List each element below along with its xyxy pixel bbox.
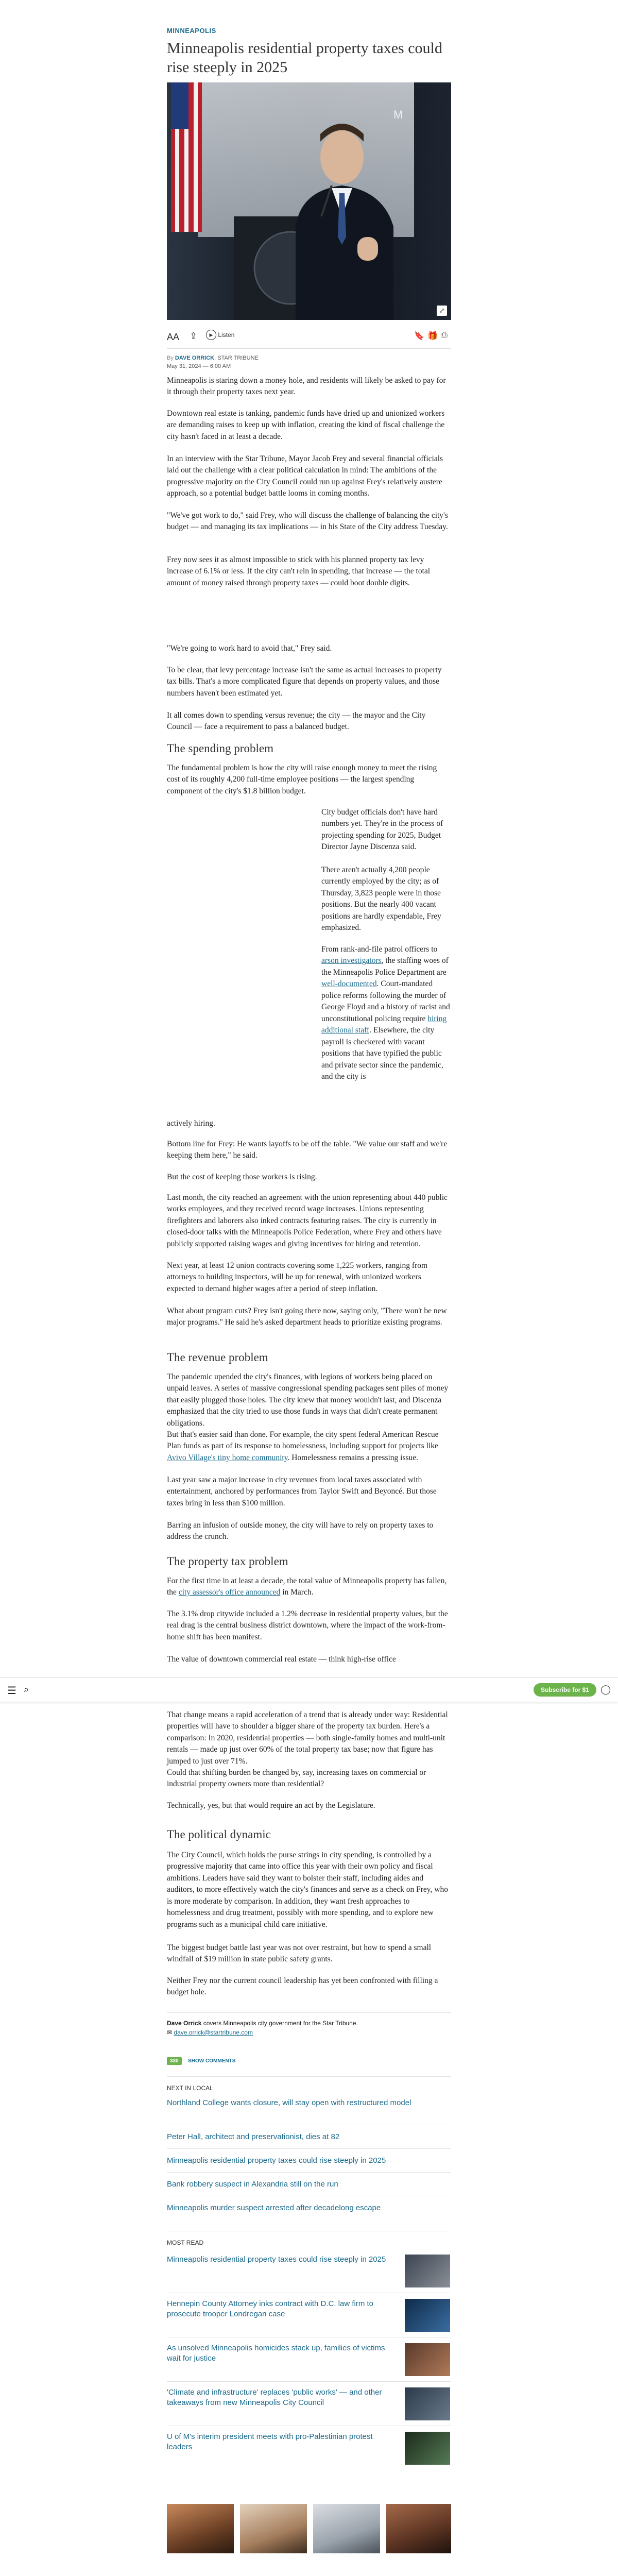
show-comments-label: SHOW COMMENTS [188,2058,236,2064]
section-heading-revenue: The revenue problem [167,1351,268,1364]
most-read-thumbnail[interactable] [405,2299,450,2332]
divider [167,2172,451,2173]
menu-icon[interactable]: ☰ [7,1685,16,1697]
print-icon[interactable]: ⎙ [441,331,448,340]
paragraph [167,1429,451,1464]
text: But that's easier said than done. For example, the city spent federal American Rescue Plan funds as part of its response to homelessness, including support for projects like [167,1430,439,1451]
next-story-link[interactable]: Minneapolis murder suspect arrested after decadelong escape [167,2204,381,2212]
paragraph: Technically, yes, but that would require an act by the Legislature. [167,1801,375,1810]
next-in-local-heading: NEXT IN LOCAL [167,2084,213,2092]
paragraph: The fundamental problem is how the city will raise enough money to meet the rising cost of its roughly 4,200 full-time employee positions — the largest spending component of the city's $1.8 billion budget. [167,764,437,795]
text: . Court-mandated police reforms following the murder of George Floyd and a history of racist and unconstitutional policing require [321,979,450,1023]
paragraph: The pandemic upended the city's finances, with legions of workers being placed on unpaid leaves. A series of massive congressional spending packages sent piles of money that easily plugged those holes. The city knew that money wouldn't last, and Discenza emphasized that the city tried to use those funds in ways that didn't create permanent obligations. [167,1372,449,1428]
paragraph: Bottom line for Frey: He wants layoffs to be off the table. "We value our staff and we're keeping them here," he said. [167,1140,448,1160]
text: . Homelessness remains a pressing issue. [287,1453,419,1462]
paragraph: But the cost of keeping those workers is rising. [167,1173,317,1181]
author-bio [167,2019,451,2037]
most-read-link[interactable]: As unsolved Minneapolis homicides stack up, families of victims wait for justice [167,2344,385,2363]
gift-icon[interactable]: 🎁 [427,332,438,341]
paragraph: Last month, the city reached an agreement with the union representing about 440 public works employees, and they received record wage increases. Unions representing firefighters and laborers also inked contracts featuring raises. The city is currently in closed-door talks with the Minneapolis Police Federation, where Frey and others have publicly supported raising wages and giving incentives for hiring and retention. [167,1193,448,1248]
paragraph: The 3.1% drop citywide included a 1.2% decrease in residential property values, but the real drag is the central business district downtown, where the impact of the work-from-home shift has been manifest. [167,1609,448,1641]
bio-author-name: Dave Orrick [167,2020,202,2027]
assessor-office-link[interactable]: city assessor's office announced [178,1588,281,1597]
divider [167,2148,451,2149]
paragraph: There aren't actually 4,200 people currently employed by the city; as of Thursday, 3,823 people were in those positions. But the nearly 400 vacant positions are hardly expendable, Frey emphasized. [321,866,441,933]
paragraph: Could that shifting burden be changed by, say, increasing taxes on commercial or industrial property owners more than residential? [167,1768,426,1789]
promo-image[interactable] [167,2504,234,2553]
promo-image[interactable] [240,2504,307,2553]
next-story-link[interactable]: Bank robbery suspect in Alexandria still on the run [167,2180,338,2189]
arson-investigators-link[interactable]: arson investigators [321,956,382,965]
most-read-thumbnail[interactable] [405,2432,450,2465]
section-heading-spending: The spending problem [167,742,273,755]
author-email-link[interactable]: dave.orrick@startribune.com [174,2029,253,2036]
text: in March. [280,1588,314,1597]
expand-photo-icon[interactable]: ⤢ [437,306,447,316]
avivo-village-link[interactable]: Avivo Village's tiny home community [167,1453,288,1462]
promo-image[interactable] [386,2504,451,2553]
next-story-link[interactable]: Northland College wants closure, will stay open with restructured model [167,2098,411,2107]
text-size-button[interactable]: AA [167,332,180,342]
paragraph [167,1575,451,1599]
account-icon[interactable]: ◯ [600,1684,611,1694]
text: , the staffing woes of the Minneapolis Police Department are [321,956,449,977]
paragraph: The value of downtown commercial real estate — think high-rise office [167,1655,396,1664]
paragraph: Neither Frey nor the current council leadership has yet been confronted with filling a budget hole. [167,1976,438,1997]
paragraph: The City Council, which holds the purse strings in city spending, is controlled by a progressive majority that came into office this year with their own policy and fiscal ambitions. Leaders have said they want to bolster their staff, including aides and auditors, to more effectively watch the city's finances and serve as a check on Frey, who is more moderate by comparison. In addition, they want fresh approaches to homelessness and drug treatment, possibly with more spending, and to explore new programs such as a municipal child care initiative. [167,1851,448,1929]
paragraph: Barring an infusion of outside money, the city will have to rely on property taxes to address the crunch. [167,1521,434,1541]
subscribe-button[interactable]: Subscribe for $1 [534,1683,596,1697]
most-read-link[interactable]: Hennepin County Attorney inks contract with D.C. law firm to prosecute trooper Londregan case [167,2299,374,2319]
sticky-header [0,1677,618,1702]
publisher: STAR TRIBUNE [217,355,259,361]
article-toolbar [167,328,451,349]
paragraph: What about program cuts? Frey isn't going there now, saying only, "There won't be new major programs." He said he's asked department heads to prioritize existing programs. [167,1307,447,1327]
listen-label: Listen [218,331,235,338]
bio-text: covers Minneapolis city government for the Star Tribune. [201,2020,358,2027]
text: From rank-and-file patrol officers to [321,945,438,954]
bookmark-icon[interactable]: 🔖 [414,332,424,341]
most-read-link[interactable]: U of M's interim president meets with pro-Palestinian protest leaders [167,2432,373,2452]
email-icon: ✉ [167,2029,173,2036]
share-icon[interactable]: ⇪ [190,331,198,341]
text: . Elsewhere, the city payroll is checkered with vacant positions that have typified the public and private sector since the pandemic, and the city is [321,1026,443,1081]
paragraph: In an interview with the Star Tribune, Mayor Jacob Frey and several financial officials laid out the challenge with a clear political calculation in mind: The ambitions of the progressive majority on the City Council could run up against Frey's relatively austere approach, so a potential budget battle looms in coming months. [167,454,443,498]
lead-photo-illustration [167,82,451,320]
paragraph: That change means a rapid acceleration of a trend that is already under way: Residential properties will have to shoulder a bigger share of the property tax burden. Here's a comparison: In 2020, residential properties — both single-family homes and multi-unit rentals — made up just over 60% of the total property tax base; now that figure has jumped to just over 71%. [167,1710,448,1766]
most-read-link[interactable]: Minneapolis residential property taxes could rise steeply in 2025 [167,2255,386,2264]
paragraph: To be clear, that levy percentage increase isn't the same as actual increases to property tax bills. That's a more complicated figure that depends on property values, and those numbers haven't been estimated yet. [167,666,442,698]
lead-photo [167,82,451,320]
paragraph: Frey now sees it as almost impossible to stick with his planned property tax levy increase of 6.1% or less. If the city can't rein in spending, that increase — the total amount of money raised through property taxes — could boot double digits. [167,555,431,587]
most-read-link[interactable]: 'Climate and infrastructure' replaces 'public works' — and other takeaways from new Minneapolis City Council [167,2388,382,2408]
paragraph: Minneapolis is staring down a money hole, and residents will likely be asked to pay for it through their property taxes next year. [167,376,446,397]
text: For the first time in at least a decade, the total value of Minneapolis property has fallen, the [167,1577,447,1597]
byline: By DAVE ORRICK, STAR TRIBUNE May 31, 2024 — 6:00 AM [167,354,451,371]
comment-count-badge: 330 [167,2057,182,2065]
divider [167,2381,451,2382]
divider [167,2076,451,2077]
most-read-thumbnail[interactable] [405,2255,450,2287]
publish-date: May 31, 2024 — 6:00 AM [167,363,231,369]
article-headline: Minneapolis residential property taxes could rise steeply in 2025 [167,40,442,76]
paragraph: "We've got work to do," said Frey, who will discuss the challenge of balancing the city's budget — and managing its tax implications — in his State of the City address Tuesday. [167,511,448,532]
most-read-thumbnail[interactable] [405,2387,450,2420]
section-kicker[interactable]: MINNEAPOLIS [167,27,216,35]
paragraph: City budget officials don't have hard numbers yet. They're in the process of projecting spending for 2025, Budget Director Jayne Discenza said. [321,808,443,852]
next-story-link[interactable]: Minneapolis residential property taxes could rise steeply in 2025 [167,2156,386,2165]
most-read-heading: MOST READ [167,2239,204,2246]
paragraph: Downtown real estate is tanking, pandemic funds have dried up and unionized workers are demanding raises to keep up with inflation, creating the kind of fiscal challenge the city hasn't faced in at least a decade. [167,409,445,441]
paragraph: Last year saw a major increase in city revenues from local taxes associated with entertainment, anchored by performances from Taylor Swift and Beyoncé. But those taxes bring in less than $100 million. [167,1476,437,1507]
search-icon[interactable]: ⌕ [24,1684,29,1694]
hiring-staff-link[interactable]: hiring additional staff [321,1014,447,1035]
next-story-link[interactable]: Peter Hall, architect and preservationist, dies at 82 [167,2132,340,2141]
section-heading-property: The property tax problem [167,1555,288,1568]
paragraph: "We're going to work hard to avoid that," Frey said. [167,644,332,653]
listen-button[interactable] [206,330,234,340]
paragraph: actively hiring. [167,1119,215,1128]
clipped-paragraph [167,1654,451,1665]
paragraph [321,944,451,1083]
most-read-thumbnail[interactable] [405,2343,450,2376]
well-documented-link[interactable]: well-documented [321,979,377,989]
section-heading-political: The political dynamic [167,1828,271,1841]
svg-text:M: M [393,108,403,121]
play-icon: ▶ [206,330,216,340]
paragraph: It all comes down to spending versus revenue; the city — the mayor and the City Council — face a requirement to pass a balanced budget. [167,711,426,732]
paragraph: The biggest budget battle last year was not over restraint, but how to spend a small windfall of $19 million in state public safety grants. [167,1943,432,1964]
inline-ad-space [167,807,290,1126]
comments-control[interactable] [167,2056,235,2065]
paragraph: Next year, at least 12 union contracts covering some 1,225 workers, ranging from attorneys to building inspectors, will be up for renewal, with unionized workers expected to demand higher wages after a period of steep inflation. [167,1261,427,1293]
promo-image[interactable] [313,2504,380,2553]
author-link[interactable]: DAVE ORRICK [175,355,215,361]
divider [167,2012,451,2013]
